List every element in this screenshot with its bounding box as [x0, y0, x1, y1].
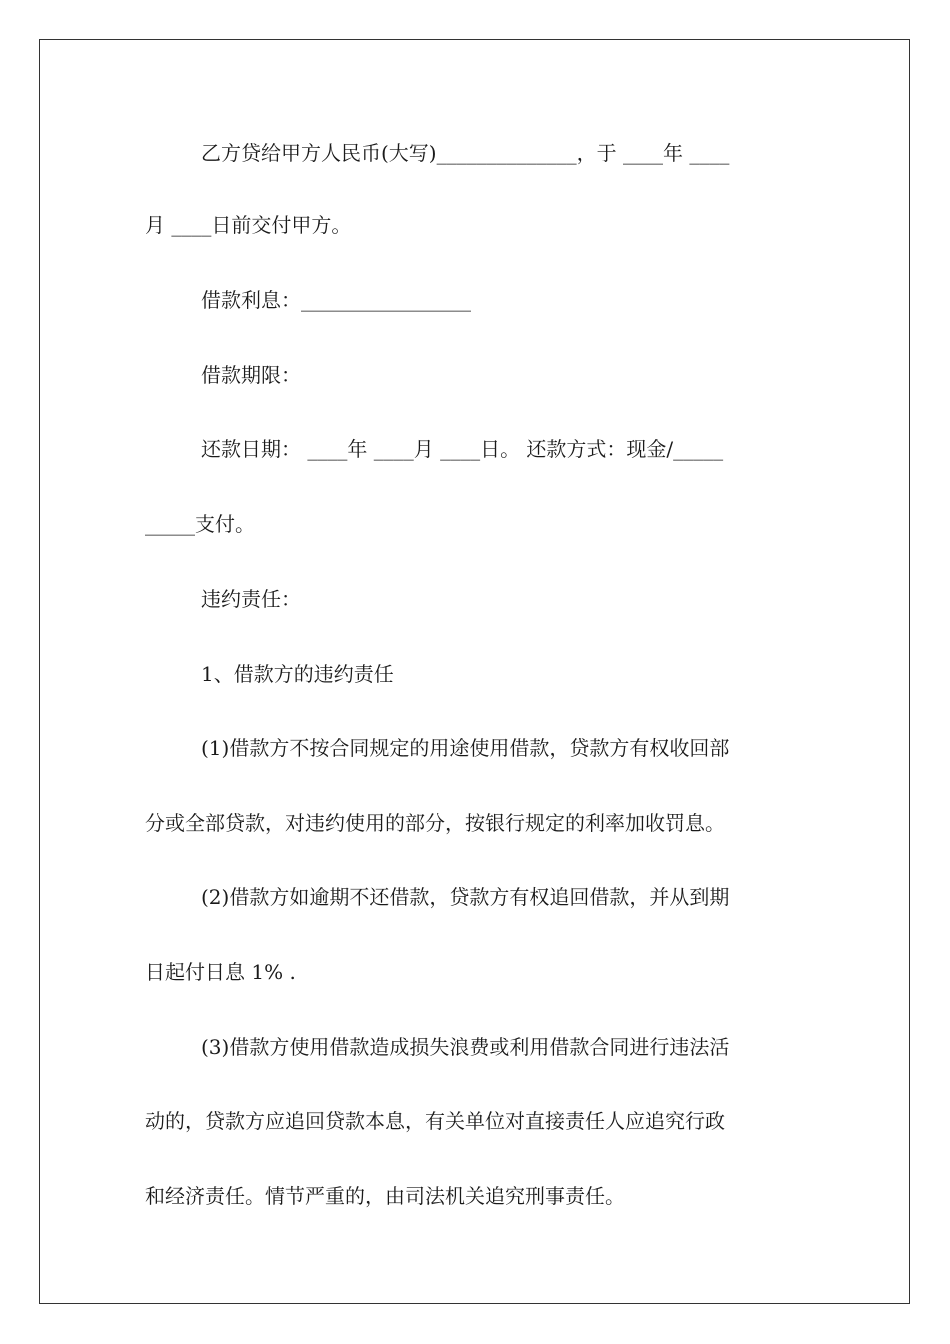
paragraph-loan-term: 借款期限：	[201, 363, 301, 387]
paragraph-repayment-date: 还款日期： ____年 ____月 ____日。 还款方式：现金/_____	[201, 437, 724, 461]
clause-1-cont: 分或全部贷款，对违约使用的部分，按银行规定的利率加收罚息。	[145, 811, 725, 835]
clause-3-cont-2: 和经济责任。情节严重的，由司法机关追究刑事责任。	[145, 1184, 625, 1208]
clause-3: (3)借款方使用借款造成损失浪费或利用借款合同进行违法活	[201, 1035, 730, 1059]
heading-borrower-liability: 1、借款方的违约责任	[201, 662, 394, 686]
paragraph-loan-amount-cont: 月 ____日前交付甲方。	[145, 213, 352, 237]
heading-liability: 违约责任：	[201, 587, 301, 611]
paragraph-loan-amount: 乙方贷给甲方人民币(大写)______________，于 ____年 ____	[201, 141, 730, 165]
clause-3-cont-1: 动的，贷款方应追回贷款本息，有关单位对直接责任人应追究行政	[145, 1109, 725, 1133]
clause-1: (1)借款方不按合同规定的用途使用借款，贷款方有权收回部	[201, 736, 730, 760]
clause-2-cont: 日起付日息 1% .	[145, 960, 296, 984]
clause-2: (2)借款方如逾期不还借款，贷款方有权追回借款，并从到期	[201, 885, 730, 909]
paragraph-loan-interest: 借款利息：_________________	[201, 288, 471, 312]
paragraph-repayment-date-cont: _____支付。	[145, 512, 255, 536]
